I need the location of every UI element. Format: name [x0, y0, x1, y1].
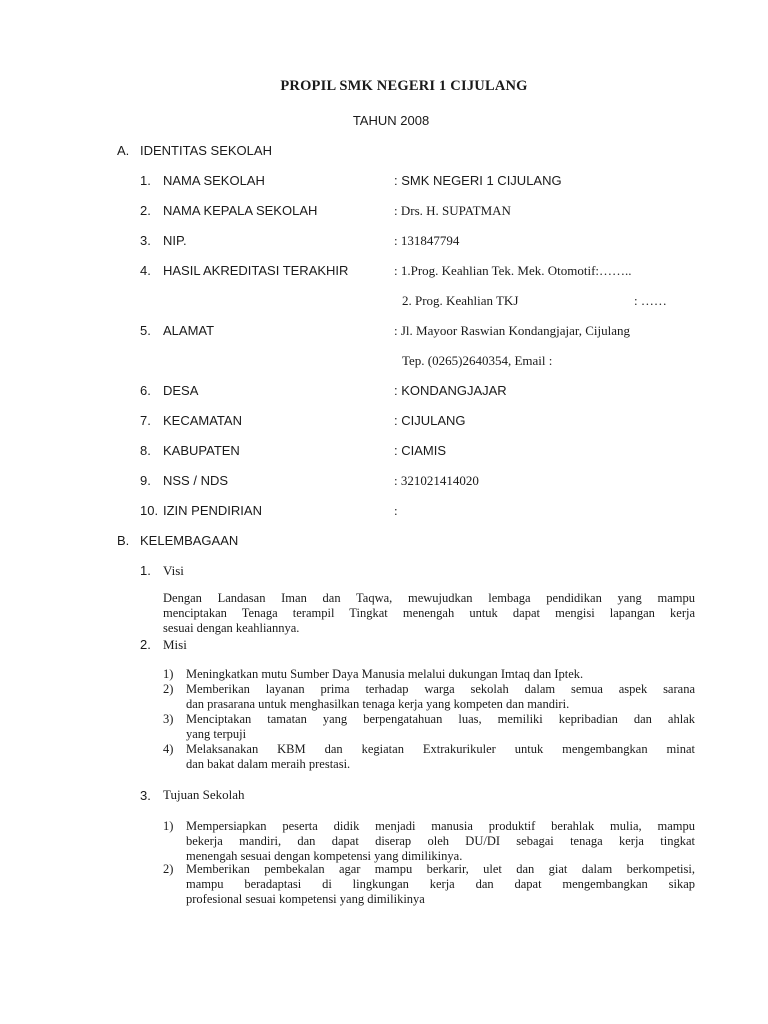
misi-num: 2. [140, 637, 151, 652]
visi-num: 1. [140, 563, 151, 578]
tujuan-item [186, 862, 695, 907]
misi-item-num: 2) [163, 682, 174, 696]
identity-num: 8. [140, 443, 151, 458]
misi-item [186, 682, 695, 712]
identity-num: 4. [140, 263, 151, 278]
misi-line: dan bakat dalam meraih prestasi. [186, 757, 351, 771]
identity-value-line2: Tep. (0265)2640354, Email : [402, 353, 553, 368]
identity-value: : 321021414020 [394, 473, 479, 488]
section-a-heading: IDENTITAS SEKOLAH [140, 143, 272, 158]
identity-value: : Drs. H. SUPATMAN [394, 203, 511, 218]
visi-line: sesuai dengan keahliannya. [163, 621, 300, 635]
tujuan-num: 3. [140, 788, 151, 803]
identity-value: : Jl. Mayoor Raswian Kondangjajar, Cijulang [394, 323, 630, 338]
identity-value: : [394, 503, 398, 518]
identity-value: : CIAMIS [394, 443, 447, 458]
identity-label: NAMA SEKOLAH [163, 173, 265, 188]
identity-num: 10. [140, 503, 159, 518]
identity-label: ALAMAT [163, 323, 215, 338]
misi-item [186, 742, 695, 772]
tujuan-line: bekerja mandiri, dan dapat diserap oleh DU/DI sebagai tenaga kerja tingkat [186, 834, 695, 848]
identity-value: : KONDANGJAJAR [394, 383, 507, 398]
identity-label: DESA [163, 383, 199, 398]
identity-value: : 1.Prog. Keahlian Tek. Mek. Otomotif:…….. [394, 263, 632, 278]
misi-item [186, 712, 695, 742]
visi-line: menciptakan Tenaga terampil Tingkat menengah untuk dapat mengisi lapangan kerja [163, 606, 695, 620]
section-b-letter: B. [117, 533, 130, 548]
identity-num: 5. [140, 323, 151, 338]
tujuan-line: profesional sesuai kompetensi yang dimilikinya [186, 892, 425, 906]
misi-line: Memberikan layanan prima terhadap warga sekolah dalam semua aspek sarana [186, 682, 695, 696]
visi-text [163, 591, 695, 636]
tujuan-line: Memberikan pembekalan agar mampu berkarir, ulet dan giat dalam berkompetisi, [186, 862, 695, 876]
visi-label: Visi [163, 563, 184, 578]
tujuan-item-num: 2) [163, 862, 174, 876]
identity-value: : CIJULANG [394, 413, 466, 428]
identity-label: HASIL AKREDITASI TERAKHIR [163, 263, 349, 278]
identity-value-line2-colon: : …… [634, 293, 667, 308]
misi-line: dan prasarana untuk menghasilkan tenaga kerja yang kompeten dan mandiri. [186, 697, 570, 711]
misi-item-num: 1) [163, 667, 174, 681]
identity-value: : 131847794 [394, 233, 460, 248]
misi-line: yang terpuji [186, 727, 247, 741]
identity-label: NSS / NDS [163, 473, 229, 488]
section-b-heading: KELEMBAGAAN [140, 533, 239, 548]
tujuan-label: Tujuan Sekolah [163, 787, 245, 802]
identity-label: NAMA KEPALA SEKOLAH [163, 203, 318, 218]
identity-label: IZIN PENDIRIAN [163, 503, 262, 518]
identity-num: 7. [140, 413, 151, 428]
tujuan-line: Mempersiapkan peserta didik menjadi manusia produktif berahlak mulia, mampu [186, 819, 695, 833]
identity-label: KECAMATAN [163, 413, 242, 428]
identity-num: 1. [140, 173, 151, 188]
page-title: PROPIL SMK NEGERI 1 CIJULANG [280, 78, 528, 94]
identity-label: KABUPATEN [163, 443, 240, 458]
identity-value-line2: 2. Prog. Keahlian TKJ [402, 293, 519, 308]
identity-num: 2. [140, 203, 151, 218]
identity-value: : SMK NEGERI 1 CIJULANG [394, 173, 562, 188]
misi-line: Meningkatkan mutu Sumber Daya Manusia melalui dukungan Imtaq dan Iptek. [186, 667, 584, 681]
misi-line: Melaksanakan KBM dan kegiatan Extrakurikuler untuk mengembangkan minat [186, 742, 695, 756]
page-year: TAHUN 2008 [352, 113, 430, 128]
tujuan-line: mampu beradaptasi di lingkungan kerja dan dapat mengembangkan sikap [186, 877, 695, 891]
identity-num: 9. [140, 473, 151, 488]
identity-num: 6. [140, 383, 151, 398]
misi-line: Menciptakan tamatan yang berpengatahuan luas, memiliki kepribadian dan ahlak [186, 712, 695, 726]
tujuan-line: menengah sesuai dengan kompetensi yang dimilikinya. [186, 849, 463, 863]
misi-label: Misi [163, 637, 187, 652]
section-a-letter: A. [117, 143, 130, 158]
tujuan-item [186, 819, 695, 864]
misi-item-num: 4) [163, 742, 174, 756]
misi-item-num: 3) [163, 712, 174, 726]
misi-item [186, 667, 695, 682]
identity-num: 3. [140, 233, 151, 248]
identity-label: NIP. [163, 233, 187, 248]
tujuan-item-num: 1) [163, 819, 174, 833]
visi-line: Dengan Landasan Iman dan Taqwa, mewujudkan lembaga pendidikan yang mampu [163, 591, 695, 605]
